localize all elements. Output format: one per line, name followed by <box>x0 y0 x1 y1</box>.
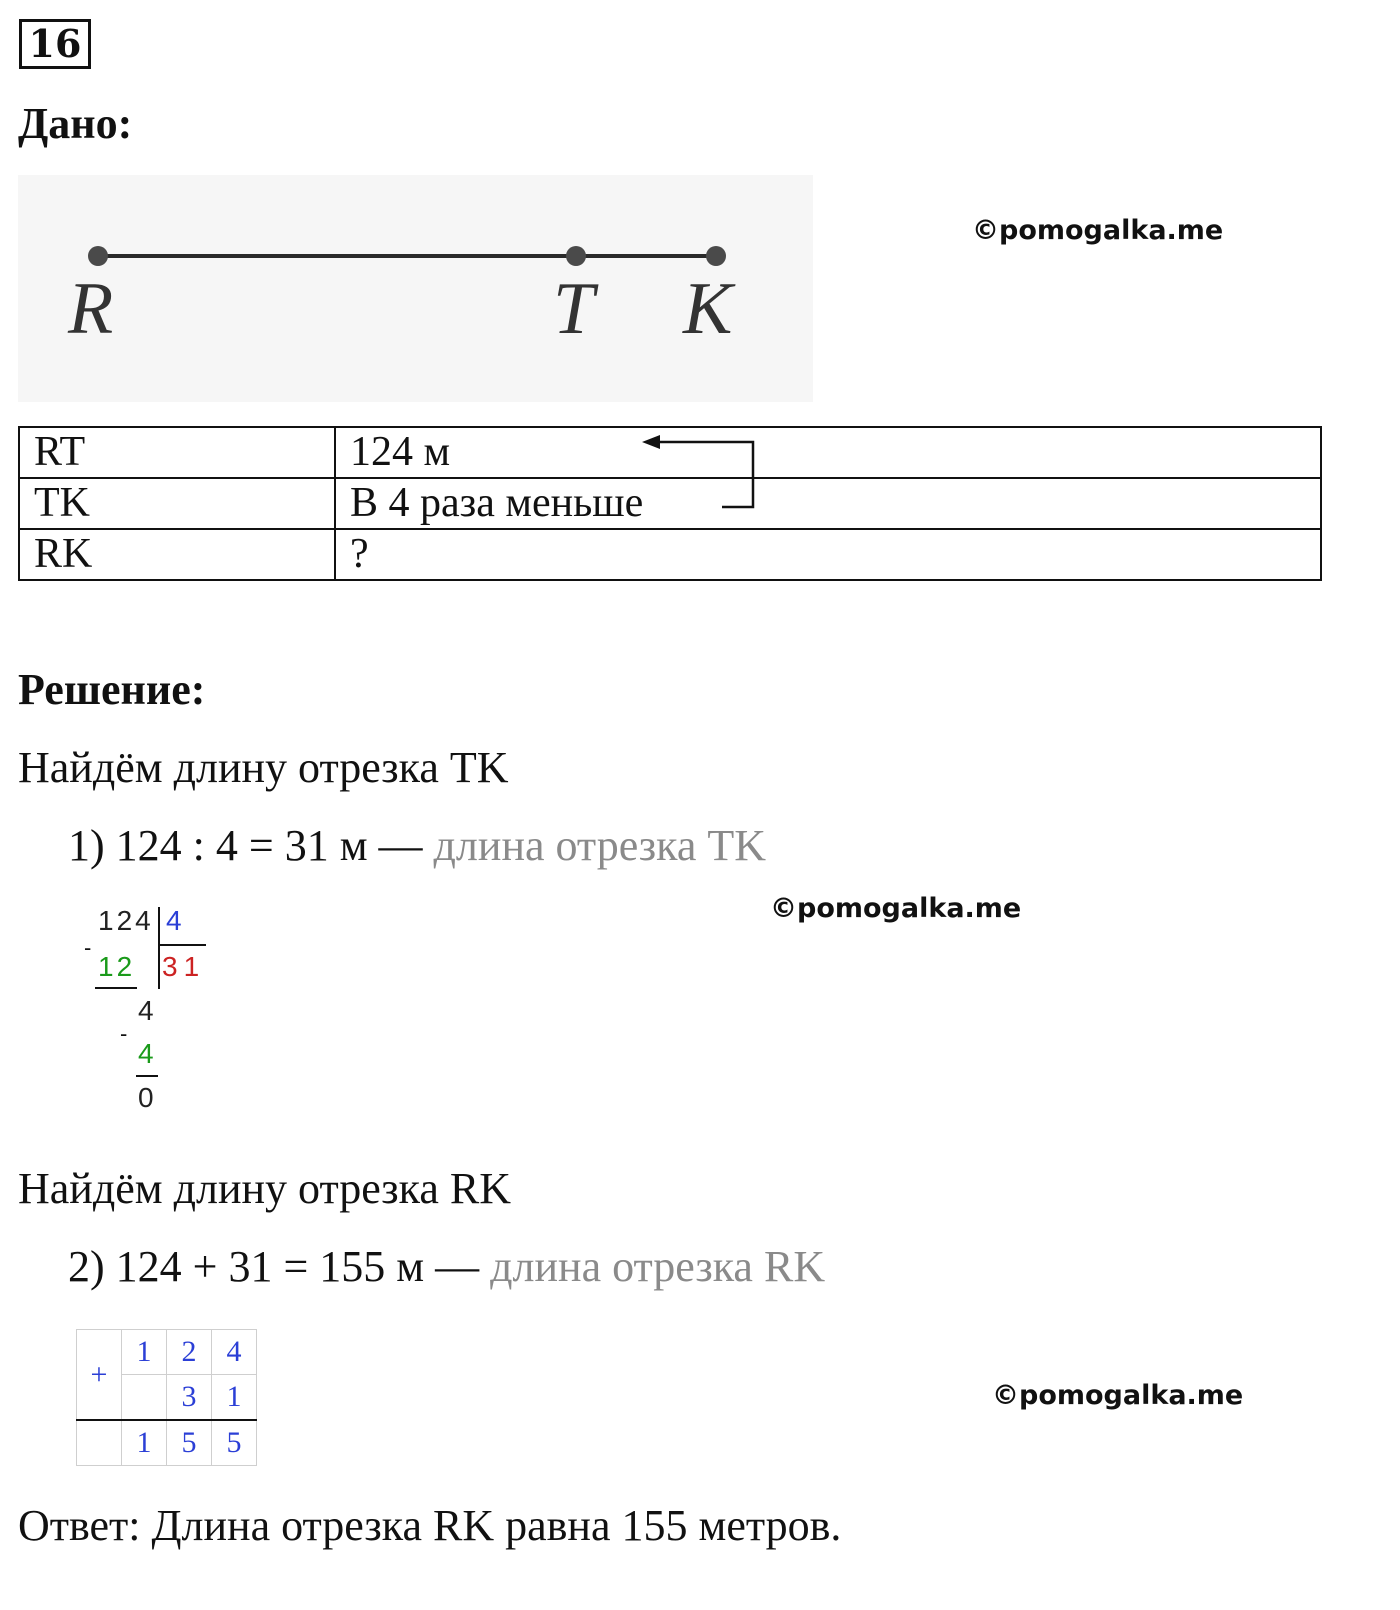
division-quotient: 31 <box>162 951 206 982</box>
table-cell-value: ? <box>335 529 1321 580</box>
answer-text: Ответ: Длина отрезка RK равна 155 метров. <box>18 1501 842 1550</box>
addition-digit: 3 <box>167 1375 212 1421</box>
problem-number: 16 <box>19 19 91 69</box>
segment-figure <box>18 175 813 402</box>
addition-digit: 2 <box>167 1330 212 1375</box>
column-addition <box>76 1329 257 1466</box>
minus-sign-icon: - <box>120 1021 128 1046</box>
division-remainder-1: 4 <box>138 995 154 1026</box>
watermark: ©pomogalka.me <box>972 215 1224 246</box>
addition-sum-row <box>77 1420 257 1466</box>
watermark: ©pomogalka.me <box>770 893 1022 924</box>
table-cell-label: RT <box>19 427 335 478</box>
division-vertical-line <box>158 907 160 989</box>
addition-row <box>77 1330 257 1375</box>
step1-line <box>68 820 766 871</box>
addition-empty-cell <box>77 1420 122 1466</box>
plus-sign-icon: + <box>77 1330 122 1421</box>
label-t: T <box>553 268 595 350</box>
step1-equation: 1) 124 : 4 = 31 м — <box>68 821 423 870</box>
addition-digit: 5 <box>167 1420 212 1466</box>
division-horizontal-line <box>158 944 206 946</box>
table-cell-value: В 4 раза меньше <box>335 478 1321 529</box>
division-result: 0 <box>138 1082 154 1113</box>
table-cell-label: RK <box>19 529 335 580</box>
given-heading: Дано: <box>18 99 133 148</box>
step2-line <box>68 1241 825 1292</box>
label-r: R <box>68 268 114 350</box>
addition-digit: 5 <box>212 1420 257 1466</box>
addition-digit: 1 <box>212 1375 257 1421</box>
long-division <box>80 905 220 1120</box>
division-divisor: 4 <box>166 905 182 936</box>
point-t <box>566 246 586 266</box>
relation-arrow-icon <box>640 432 765 514</box>
label-k: K <box>683 268 733 350</box>
addition-digit: 1 <box>122 1330 167 1375</box>
addition-digit <box>122 1375 167 1421</box>
addition-digit: 4 <box>212 1330 257 1375</box>
division-dividend: 124 <box>98 905 154 936</box>
step2-note: длина отрезка RK <box>490 1242 826 1291</box>
point-k <box>706 246 726 266</box>
point-r <box>88 246 108 266</box>
division-underline-2 <box>136 1075 158 1077</box>
step1-intro: Найдём длину отрезка TK <box>18 743 509 792</box>
table-cell-value: 124 м <box>335 427 1321 478</box>
step2-equation: 2) 124 + 31 = 155 м — <box>68 1242 480 1291</box>
division-underline-1 <box>95 987 137 989</box>
step2-intro: Найдём длину отрезка RK <box>18 1164 512 1213</box>
watermark: ©pomogalka.me <box>992 1380 1244 1411</box>
step1-note: длина отрезка TK <box>433 821 767 870</box>
minus-sign-icon: - <box>84 935 92 960</box>
division-subtrahend-2: 4 <box>138 1038 154 1069</box>
table-row <box>19 529 1321 580</box>
division-subtrahend-1: 12 <box>98 951 136 982</box>
solution-heading: Решение: <box>18 665 206 714</box>
table-cell-label: TK <box>19 478 335 529</box>
addition-digit: 1 <box>122 1420 167 1466</box>
